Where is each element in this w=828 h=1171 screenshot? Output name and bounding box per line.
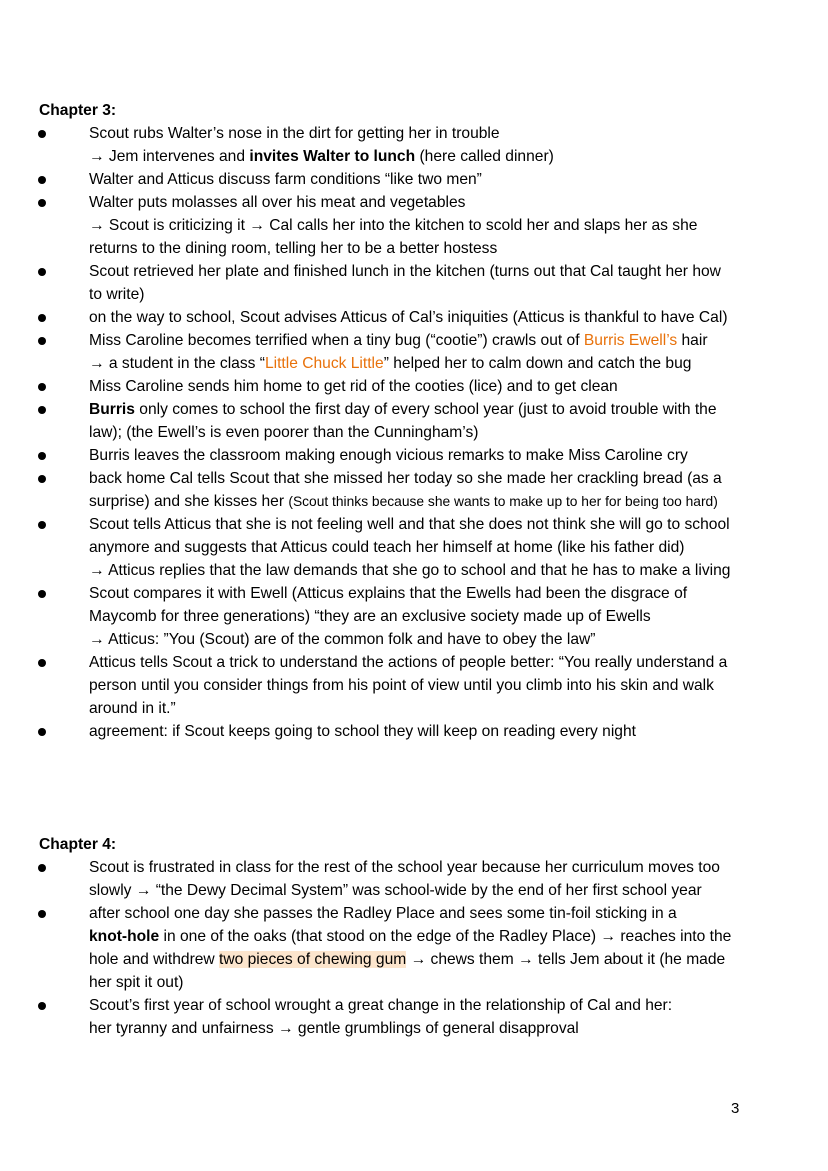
bullet-icon	[38, 728, 46, 736]
bullet-icon	[38, 337, 46, 345]
list-item-line	[89, 994, 672, 1017]
bullet-icon	[38, 910, 46, 918]
list-item-line	[89, 122, 500, 145]
list-item-line	[89, 605, 651, 628]
text-run: Scout tells Atticus that she is not feeling well and that she does not think she will go to school	[89, 516, 730, 533]
list-item-line	[89, 490, 718, 513]
page-number: 3	[731, 1100, 740, 1117]
text-run: back home Cal tells Scout that she missed her today so she made her crackling bread (as a	[89, 470, 722, 487]
bullet-icon	[38, 406, 46, 414]
bullet-icon	[38, 452, 46, 460]
list-item-line	[89, 352, 691, 375]
text-run: ” helped her to calm down and catch the bug	[383, 355, 692, 372]
text-run: around in it.”	[89, 700, 176, 717]
list-item-line	[89, 329, 708, 352]
list-item-line	[89, 1017, 579, 1040]
text-run: returns to the dining room, telling her to be a better hostess	[89, 240, 498, 257]
list-item-line	[89, 559, 730, 582]
chapter-heading: Chapter 3:	[39, 102, 117, 119]
bold-text: Burris	[89, 401, 135, 418]
list-item-line	[89, 971, 183, 994]
list-item-line	[89, 902, 677, 925]
text-run: Walter and Atticus discuss farm conditions “like two men”	[89, 171, 482, 188]
list-item-line	[89, 168, 482, 191]
text-run: Burris leaves the classroom making enough vicious remarks to make Miss Caroline cry	[89, 447, 688, 464]
list-item-line	[89, 536, 684, 559]
text-run: on the way to school, Scout advises Atticus of Cal’s iniquities (Atticus is thankful to have Cal)	[89, 309, 728, 326]
bullet-icon	[38, 314, 46, 322]
chapter-heading: Chapter 4:	[39, 836, 117, 853]
text-run: to write)	[89, 286, 145, 303]
text-run: hair	[677, 332, 708, 349]
bullet-icon	[38, 659, 46, 667]
list-item-line	[89, 375, 618, 398]
text-run: → Atticus: ”You (Scout) are of the common folk and have to obey the law”	[89, 631, 596, 648]
text-run: person until you consider things from his point of view until you climb into his skin and walk	[89, 677, 714, 694]
list-item-line	[89, 214, 697, 237]
list-item-line	[89, 145, 554, 168]
list-item-line	[89, 720, 636, 743]
text-run: Miss Caroline becomes terrified when a tiny bug (“cootie”) crawls out of	[89, 332, 584, 349]
side-note: (Scout thinks because she wants to make up to her for being too hard)	[288, 494, 718, 509]
list-item-line	[89, 697, 176, 720]
text-run: hole and withdrew	[89, 951, 220, 968]
list-item-line	[89, 398, 717, 421]
text-run: Scout rubs Walter’s nose in the dirt for getting her in trouble	[89, 125, 500, 142]
list-item-line	[89, 513, 730, 536]
bullet-icon	[38, 199, 46, 207]
text-run: → Atticus replies that the law demands that she go to school and that he has to make a living	[89, 562, 731, 579]
text-run: → chews them → tells Jem about it (he made	[406, 951, 726, 968]
text-run: only comes to school the first day of every school year (just to avoid trouble with the	[134, 401, 717, 418]
text-run: Scout compares it with Ewell (Atticus explains that the Ewells had been the disgrace of	[89, 585, 688, 602]
list-item-line	[89, 260, 721, 283]
bullet-icon	[38, 590, 46, 598]
list-item-line	[89, 191, 465, 214]
list-item-line	[89, 237, 497, 260]
name-highlight: Burris Ewell’s	[583, 332, 678, 349]
list-item-line	[89, 444, 688, 467]
bullet-icon	[38, 521, 46, 529]
highlighted-text: two pieces of chewing gum	[219, 951, 407, 968]
list-item-line	[89, 674, 714, 697]
list-item-line	[89, 651, 727, 674]
text-run: Scout retrieved her plate and finished lunch in the kitchen (turns out that Cal taught her how	[89, 263, 721, 280]
text-run: her tyranny and unfairness → gentle grumblings of general disapproval	[89, 1020, 579, 1037]
list-item-line	[89, 879, 702, 902]
text-run: after school one day she passes the Radley Place and sees some tin-foil sticking in a	[89, 905, 677, 922]
bold-text: knot-hole	[89, 928, 160, 945]
text-run: → Scout is criticizing it → Cal calls her into the kitchen to scold her and slaps her as she	[89, 217, 698, 234]
list-item-line	[89, 283, 144, 306]
list-item-line	[89, 628, 595, 651]
bullet-icon	[38, 1002, 46, 1010]
text-run: (here called dinner)	[415, 148, 554, 165]
list-item-line	[89, 856, 720, 879]
text-run: surprise) and she kisses her	[89, 493, 289, 510]
bullet-icon	[38, 475, 46, 483]
text-run: agreement: if Scout keeps going to school they will keep on reading every night	[89, 723, 636, 740]
text-run: Scout is frustrated in class for the rest of the school year because her curriculum moves too	[89, 859, 720, 876]
text-run: Miss Caroline sends him home to get rid of the cooties (lice) and to get clean	[89, 378, 618, 395]
list-item-line	[89, 925, 731, 948]
bullet-icon	[38, 130, 46, 138]
bullet-icon	[38, 864, 46, 872]
text-run: Walter puts molasses all over his meat and vegetables	[89, 194, 466, 211]
name-highlight: Little Chuck Little	[264, 355, 384, 372]
text-run: Scout’s first year of school wrought a great change in the relationship of Cal and her:	[89, 997, 673, 1014]
text-run: → a student in the class “	[89, 355, 265, 372]
list-item-line	[89, 306, 728, 329]
text-run: her spit it out)	[89, 974, 184, 991]
text-run: → Jem intervenes and	[89, 148, 250, 165]
text-run: Maycomb for three generations) “they are an exclusive society made up of Ewells	[89, 608, 651, 625]
bullet-icon	[38, 176, 46, 184]
text-run: Atticus tells Scout a trick to understand the actions of people better: “You really understand a	[89, 654, 728, 671]
list-item-line	[89, 467, 722, 490]
list-item-line	[89, 421, 478, 444]
text-run: slowly → “the Dewy Decimal System” was school-wide by the end of her first school year	[89, 882, 702, 899]
text-run: law); (the Ewell’s is even poorer than the Cunningham’s)	[89, 424, 479, 441]
text-run: anymore and suggests that Atticus could teach her himself at home (like his father did)	[89, 539, 685, 556]
bold-text: invites Walter to lunch	[249, 148, 416, 165]
list-item-line	[89, 582, 687, 605]
text-run: in one of the oaks (that stood on the edge of the Radley Place) → reaches into the	[159, 928, 732, 945]
list-item-line	[89, 948, 725, 971]
bullet-icon	[38, 268, 46, 276]
bullet-icon	[38, 383, 46, 391]
